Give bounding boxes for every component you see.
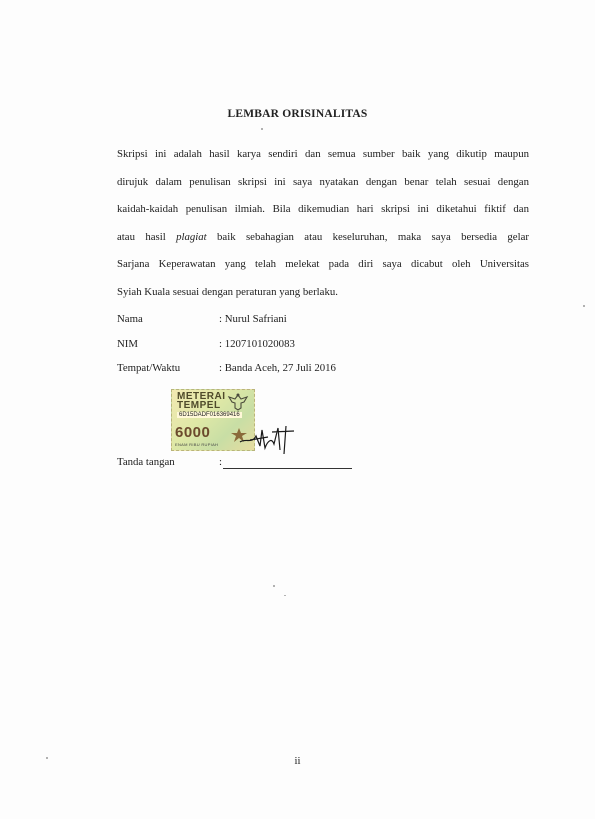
- scan-speck: [273, 585, 275, 587]
- stamp-serial-code: 6D15DADF016369416: [179, 412, 240, 418]
- scan-speck: [261, 128, 263, 130]
- statement-line: dirujuk dalam penulisan skripsi ini saya nyatakan dengan benar telah sesuai dengan: [117, 175, 529, 188]
- statement-line: Skripsi ini adalah hasil karya sendiri dan semua sumber baik yang dikutip maupun: [117, 148, 529, 160]
- signature-label: Tanda tangan: [117, 456, 175, 468]
- statement-italic-term: plagiat: [176, 230, 207, 243]
- garuda-emblem-icon: [226, 392, 250, 412]
- place-date-value: : Banda Aceh, 27 Juli 2016: [219, 362, 336, 374]
- stamp-value: 6000: [175, 424, 211, 441]
- document-title: LEMBAR ORISINALITAS: [227, 108, 368, 120]
- stamp-subtext: ENAM RIBU RUPIAH: [175, 442, 219, 447]
- stamp-text-line1: METERAI: [177, 391, 226, 402]
- name-label: Nama: [117, 313, 143, 325]
- signature-row: [117, 456, 222, 468]
- nim-value: : 1207101020083: [219, 337, 295, 350]
- page-number: ii: [294, 755, 301, 767]
- originality-statement: [117, 141, 529, 307]
- statement-line: kaidah-kaidah penulisan ilmiah. Bila dikemudian hari skripsi ini diketahui fiktif dan: [117, 203, 529, 216]
- stamp-text-line2: TEMPEL: [177, 400, 221, 411]
- place-date-label: Tempat/Waktu: [117, 362, 181, 374]
- statement-text: atau hasil: [117, 230, 177, 243]
- handwritten-signature: [238, 420, 300, 456]
- scan-speck: [46, 757, 48, 759]
- scan-speck: [583, 305, 585, 307]
- statement-line: [117, 224, 529, 252]
- name-value: : Nurul Safriani: [219, 313, 287, 325]
- statement-text: baik sebahagian atau keseluruhan, maka saya bersedia gelar: [206, 230, 529, 243]
- signature-line: [223, 468, 352, 469]
- statement-line: Syiah Kuala sesuai dengan peraturan yang berlaku.: [117, 285, 338, 298]
- statement-line: Sarjana Keperawatan yang telah melekat pada diri saya dicabut oleh Universitas: [117, 258, 529, 271]
- signature-colon: :: [219, 456, 222, 468]
- scan-speck: [284, 595, 286, 596]
- nim-label: NIM: [117, 337, 138, 350]
